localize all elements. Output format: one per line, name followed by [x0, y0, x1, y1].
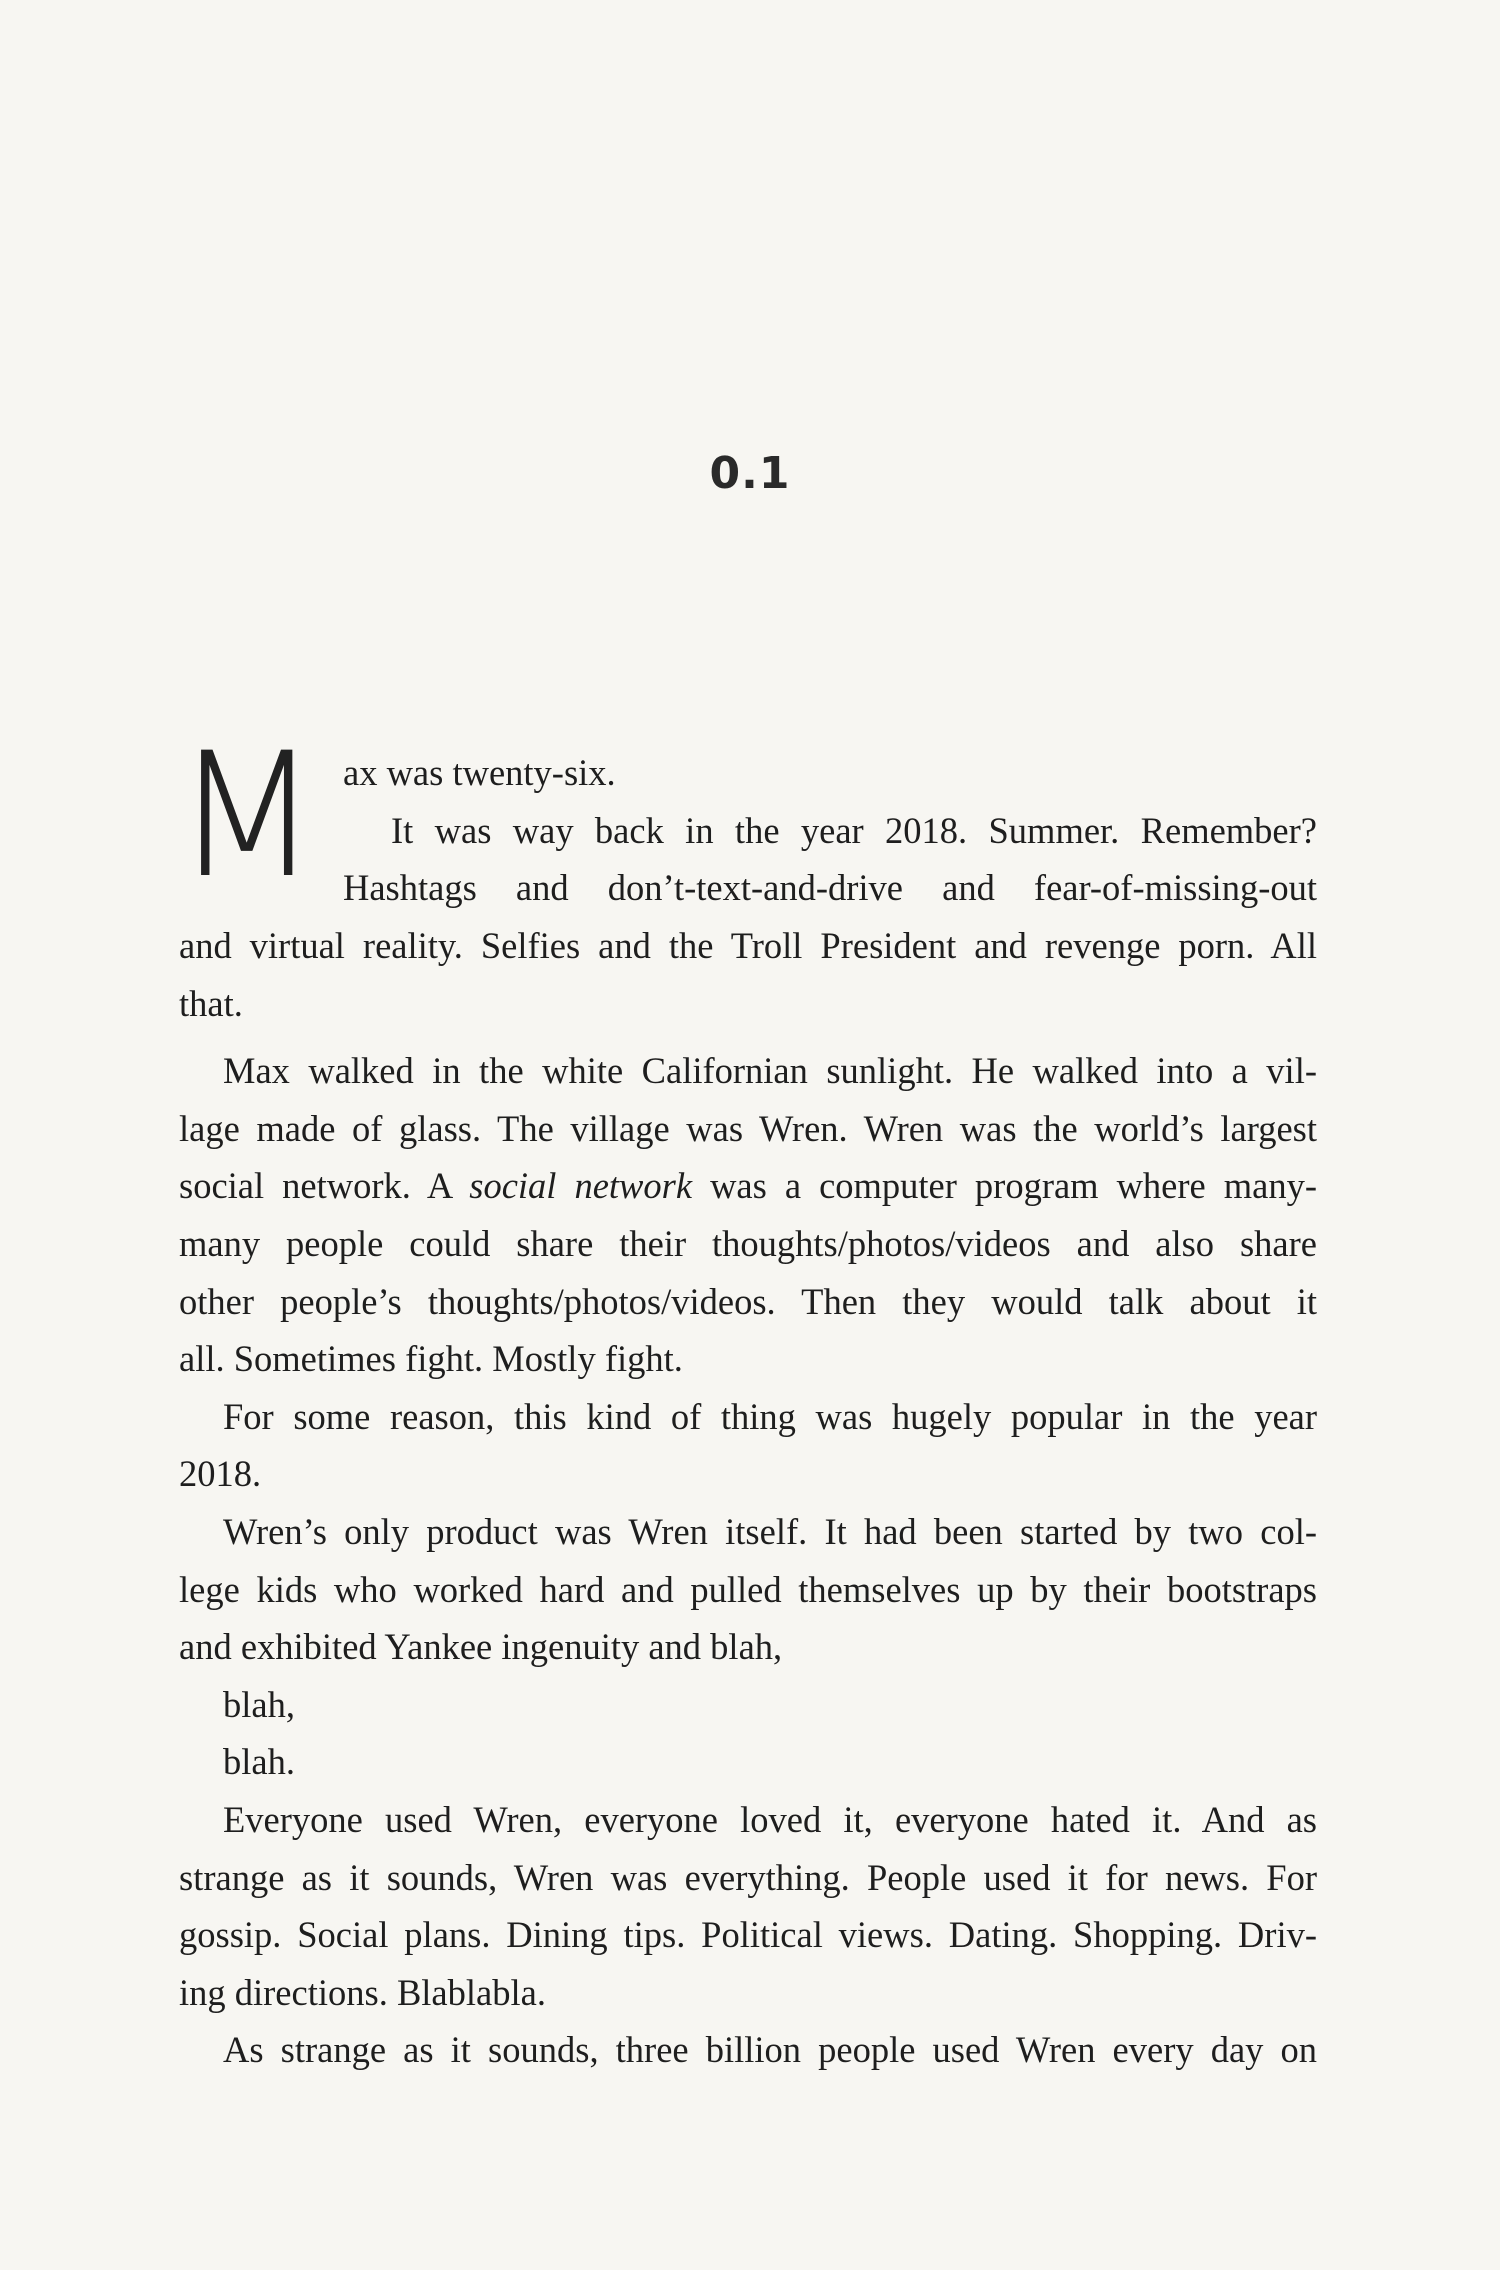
text-line: ing directions. Blablabla. [179, 1971, 546, 2013]
text-line: blah, [223, 1683, 295, 1725]
text-span: was a computer program where many- [710, 1165, 1317, 1207]
text-line: Wren’s only product was Wren itself. It had been started by two col- [223, 1510, 1317, 1552]
text-line: lege kids who worked hard and pulled themselves up by their bootstraps [179, 1568, 1317, 1610]
text-line: gossip. Social plans. Dining tips. Political views. Dating. Shopping. Driv- [179, 1914, 1317, 1956]
text-line: As strange as it sounds, three billion people used Wren every day on [223, 2029, 1317, 2071]
opening-line-2: It was way back in the year 2018. Summer. Remember? [391, 809, 1317, 851]
text-span: A [426, 1165, 452, 1207]
text-line: Max walked in the white Californian sunlight. He walked into a vil- [223, 1050, 1317, 1092]
text-line: many people could share their thoughts/photos/videos and also share [179, 1222, 1317, 1264]
text-line: blah. [223, 1741, 295, 1783]
opening-line-3: Hashtags and don’t-text-and-drive and fear-of-missing-out [343, 867, 1317, 909]
text-line: lage made of glass. The village was Wren. Wren was the world’s largest [179, 1107, 1317, 1149]
text-line: For some reason, this kind of thing was hugely popular in the year [223, 1395, 1317, 1437]
text-line: other people’s thoughts/photos/videos. Then they would talk about it [179, 1280, 1317, 1322]
chapter-number: 0.1 [709, 448, 791, 499]
opening-lines [343, 744, 1317, 917]
body-text [179, 917, 1317, 2079]
text-line: Everyone used Wren, everyone loved it, everyone hated it. And as [223, 1798, 1317, 1840]
drop-cap: M [174, 715, 320, 916]
text-line: and virtual reality. Selfies and the Troll President and revenge porn. All [179, 925, 1317, 966]
text-line: strange as it sounds, Wren was everything. People used it for news. For [179, 1856, 1317, 1898]
text-line [179, 1157, 1317, 1215]
text-line: and exhibited Yankee ingenuity and blah, [179, 1626, 783, 1668]
text-line: 2018. [179, 1453, 262, 1495]
text-line: that. [179, 982, 243, 1024]
text-line: all. Sometimes fight. Mostly fight. [179, 1338, 683, 1380]
italic-term: social network [469, 1165, 693, 1207]
opening-line-1: ax was twenty-six. [343, 752, 616, 793]
text-span: social network. [179, 1165, 411, 1207]
